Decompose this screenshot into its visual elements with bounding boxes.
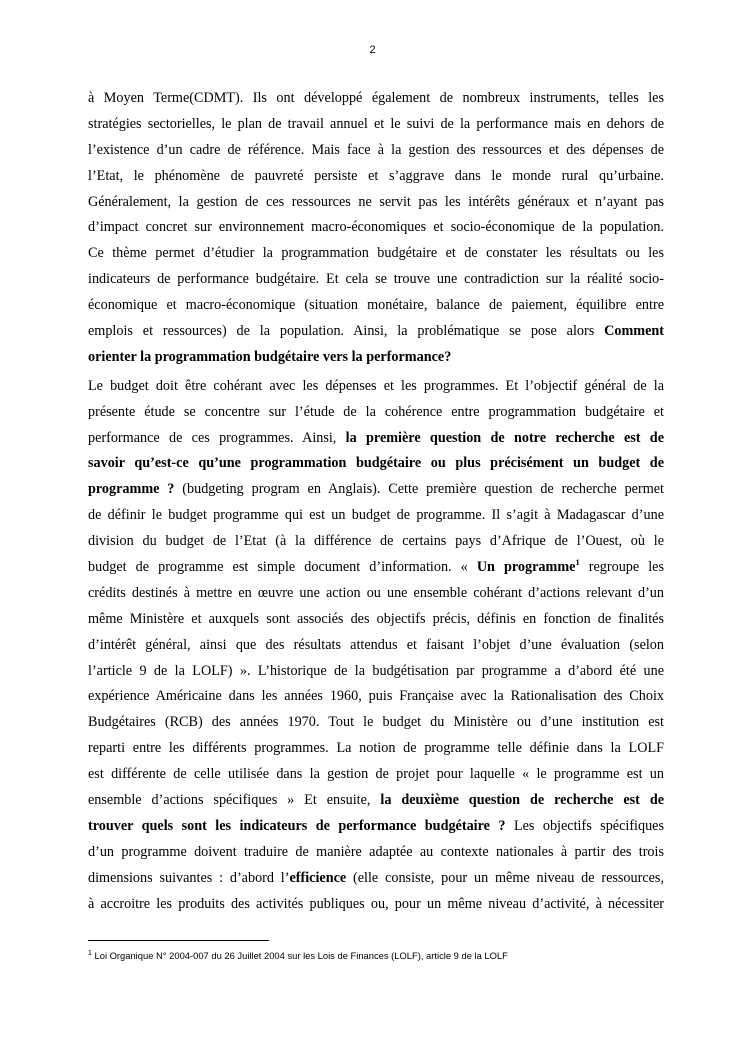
text-run: expérience Américaine dans les années 1960, puis Française avec la Rationalisation des Choix: [88, 688, 664, 705]
text-line: [88, 267, 664, 293]
text-run: stratégies sectorielles, le plan de travail annuel et le suivi de la performance mais en dehors de: [88, 115, 664, 132]
text-line: [88, 293, 664, 319]
text-run: (elle consiste, pour un même niveau de ressources,: [346, 869, 664, 886]
text-line: [88, 840, 664, 866]
text-run: budget de programme est simple document d’information. «: [88, 559, 477, 576]
text-run: économique et macro-économique (situation monétaire, balance de paiement, équilibre entre: [88, 297, 664, 314]
bold-text: savoir qu’est-ce qu’une programmation budgétaire ou plus précisément un budget de: [88, 455, 664, 472]
text-line: [88, 319, 664, 345]
footnote-marker: 1: [88, 950, 92, 957]
text-line: [88, 112, 664, 138]
text-line: [88, 736, 664, 762]
footnote-separator: [88, 940, 269, 941]
text-line: [88, 555, 664, 581]
bold-text: Comment: [604, 323, 664, 340]
text-run: reparti entre les différents programmes. La notion de programme telle définie dans la LOLF: [88, 740, 664, 757]
text-run: même Ministère et auxquels sont associés des objectifs précis, définis en fonction de finalités: [88, 610, 664, 627]
text-line: [88, 581, 664, 607]
text-line: [88, 866, 664, 892]
text-run: à accroitre les produits des activités publiques ou, pour un même niveau d’activité, à nécessiter: [88, 895, 664, 912]
paragraph-start-line: [88, 374, 664, 400]
text-line: [88, 814, 664, 840]
text-line: [88, 426, 664, 452]
text-run: présente étude se concentre sur l’étude de la cohérence entre programmation budgétaire et: [88, 403, 664, 420]
text-line: [88, 345, 664, 371]
text-run: l’existence d’un cadre de référence. Mais face à la gestion des ressources et des dépenses de: [88, 141, 664, 158]
bold-text: la première question de notre recherche est de: [345, 429, 664, 446]
text-run: à Moyen Terme(CDMT). Ils ont développé également de nombreux instruments, telles les: [88, 90, 664, 106]
text-run: Ce thème permet d’étudier la programmation budgétaire et de constater les résultats ou les: [88, 245, 664, 262]
text-line: [88, 477, 664, 503]
text-line: [88, 400, 664, 426]
text-line: [88, 710, 664, 736]
text-run: l’Etat, le phénomène de pauvreté persiste et s’aggrave dans le monde rural qu’urbaine.: [88, 167, 664, 184]
bold-text: programme ?: [88, 481, 175, 498]
text-run: Généralement, la gestion de ces ressources ne servit pas les intérêts généraux et n’ayant pas: [88, 193, 664, 210]
text-line: [88, 241, 664, 267]
text-run: indicateurs de performance budgétaire. Et cela se trouve une contradiction sur la réalité socio-: [88, 271, 664, 288]
text-run: de définir le budget programme qui est un budget de programme. Il s’agit à Madagascar d’une: [88, 507, 664, 524]
text-run: l’article 9 de la LOLF) ». L’historique de la budgétisation par programme a d’abord été une: [88, 662, 664, 679]
text-run: d’intérêt général, ainsi que des résultats attendus et faisant l’objet d’une évaluation (selon: [88, 636, 664, 653]
text-line: [88, 138, 664, 164]
text-line: [88, 190, 664, 216]
footnote-text: Loi Organique N° 2004-007 du 26 Juillet 2004 sur les Lois de Finances (LOLF), article 9 de la LOLF: [91, 950, 508, 961]
text-run: emplois et ressources) de la population. Ainsi, la problématique se pose alors: [88, 323, 605, 340]
text-run: regroupe les: [579, 559, 664, 576]
bold-text: trouver quels sont les indicateurs de performance budgétaire ?: [88, 817, 506, 834]
text-line: [88, 633, 664, 659]
text-line: [88, 892, 664, 918]
bold-text: efficience: [289, 869, 347, 886]
text-line: [88, 788, 664, 814]
text-line: [88, 503, 664, 529]
text-line: [88, 529, 664, 555]
text-line: [88, 86, 664, 112]
text-line: [88, 215, 664, 241]
text-run: (budgeting program en Anglais). Cette première question de recherche permet: [174, 481, 664, 498]
text-line: [88, 451, 664, 477]
text-run: Budgétaires (RCB) des années 1970. Tout le budget du Ministère ou d’une institution est: [88, 714, 664, 731]
footnote: [88, 950, 508, 961]
text-run: crédits destinés à mettre en œuvre une action ou une ensemble cohérant d’actions relevant d’un: [88, 584, 664, 601]
text-line: [88, 164, 664, 190]
bold-text: orienter la programmation budgétaire vers la performance?: [88, 348, 452, 365]
text-line: [88, 684, 664, 710]
text-run: performance de ces programmes. Ainsi,: [88, 429, 346, 446]
footnote-ref: 1: [575, 557, 580, 568]
bold-text: la deuxième question de recherche est de: [380, 792, 665, 809]
text-line: [88, 762, 664, 788]
body-text: [88, 86, 664, 918]
text-line: [88, 659, 664, 685]
text-run: d’un programme doivent traduire de manière adaptée au contexte nationales à partir des trois: [88, 843, 664, 860]
text-run: d’impact concret sur environnement macro-économiques et socio-économique de la population.: [88, 219, 664, 236]
text-run: dimensions suivantes : d’abord l’: [88, 869, 290, 886]
text-run: ensemble d’actions spécifiques » Et ensuite,: [88, 792, 381, 809]
page-number: 2: [369, 44, 376, 56]
bold-text: Un programme: [476, 559, 576, 576]
text-run: Les objectifs spécifiques: [505, 817, 664, 834]
text-run: est différente de celle utilisée dans la gestion de projet pour laquelle « le programme est un: [88, 766, 664, 783]
text-run: division du budget de l’Etat (à la différence de certains pays d’Afrique de l’Ouest, où le: [88, 533, 664, 550]
text-line: [88, 607, 664, 633]
text-run: Le budget doit être cohérant avec les dépenses et les programmes. Et l’objectif général de la: [88, 377, 664, 394]
